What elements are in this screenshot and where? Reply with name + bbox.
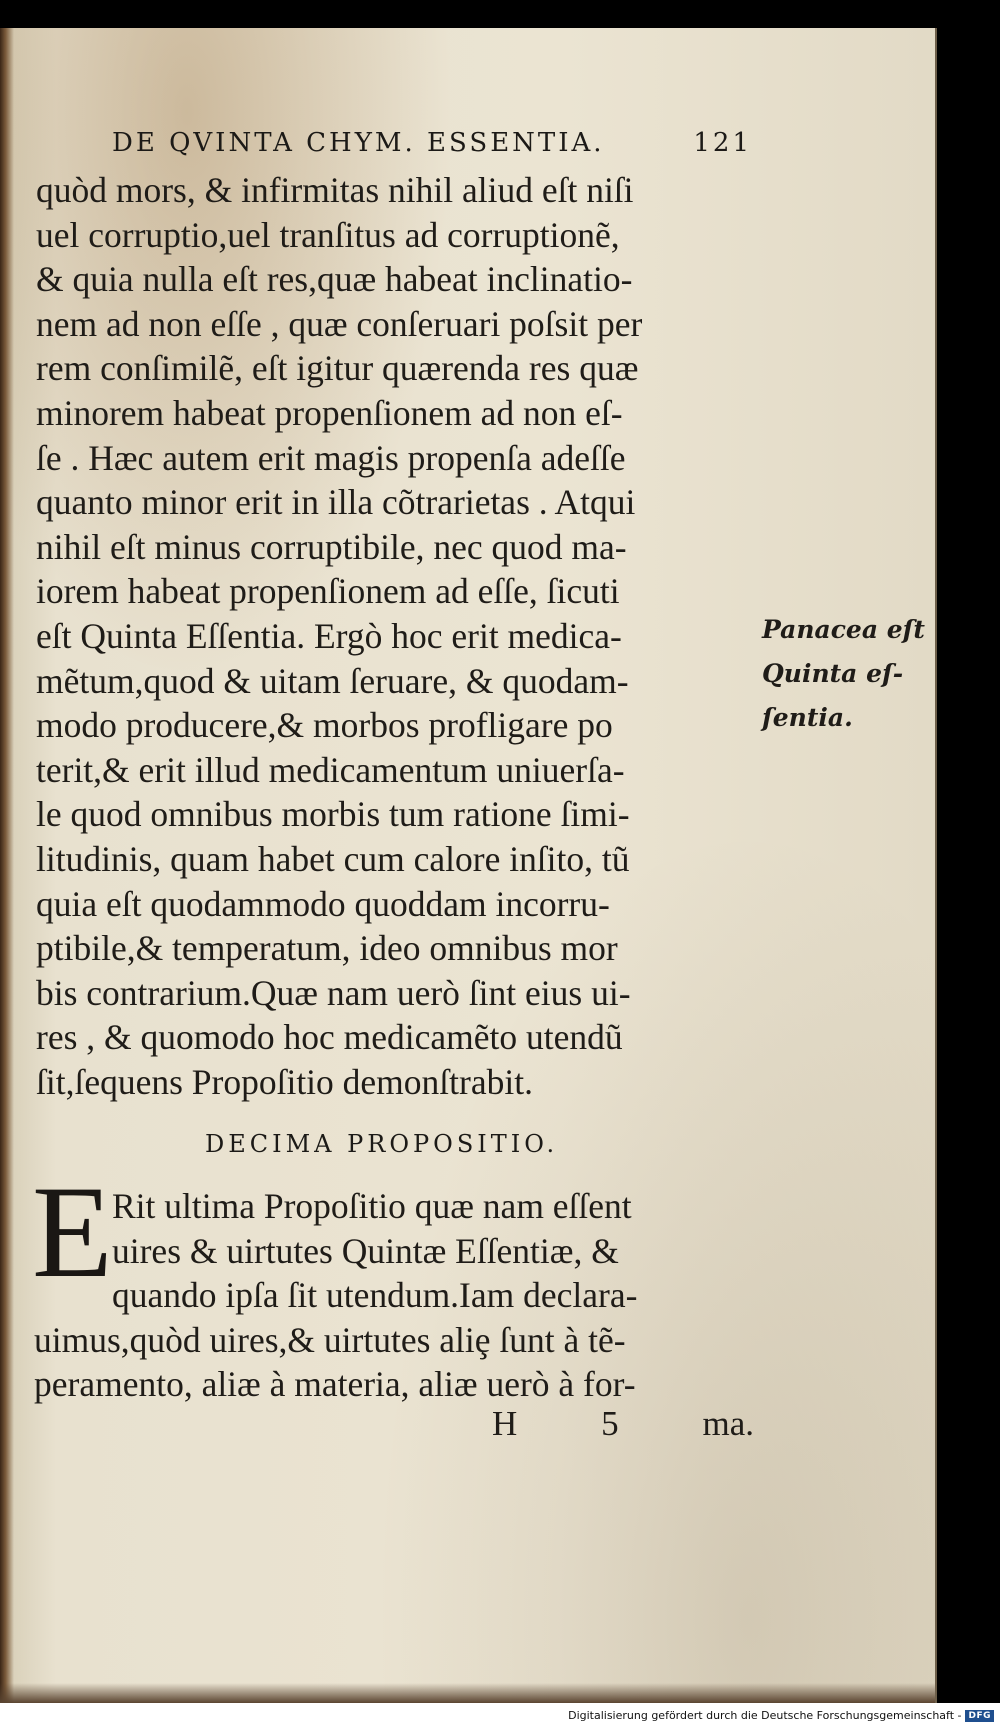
text-line: Rit ultima Propoſitio quæ nam eſſent [112,1186,632,1226]
catchword: ma. [702,1404,754,1443]
marginal-note [762,608,932,740]
text-line: terit,& erit illud medicamentum uniuerſa- [36,749,625,790]
body-text [36,168,756,1104]
text-line: ſe . Hæc autem erit magis propenſa adeſſe [36,437,626,478]
text-line: & quia nulla eſt res,quæ habeat inclinatio- [36,259,633,300]
signature-number: 5 [601,1404,619,1443]
dfg-logo-icon: DFG [965,1710,994,1722]
text-line: bis contrarium.Quæ nam uerò ſint eius ui- [36,972,631,1013]
text-line: litudinis, quam habet cum calore inſito, tũ [36,838,630,879]
signature-mark: H [492,1404,518,1443]
marginal-line: Quinta eſ- [762,659,904,688]
text-line: uires & uirtutes Quintæ Eſſentiæ, & [112,1230,619,1271]
section-heading: DECIMA PROPOSITIO. [205,1130,559,1158]
page-binding-edge [0,28,14,1703]
text-line: peramento, aliæ à materia, aliæ uerò à for- [34,1364,636,1405]
proposition-text [32,1158,754,1407]
text-line: quia eſt quodammodo quoddam incorru- [36,883,610,924]
text-line: quòd mors, & infirmitas nihil aliud eſt niſi [36,170,634,210]
text-line: quando ipſa ſit utendum.Iam declara- [112,1275,638,1316]
text-line: nihil eſt minus corruptibile, nec quod ma- [36,526,627,567]
page-bottom-edge [0,1683,935,1703]
page-number: 121 [693,128,752,158]
text-line: ſit,ſequens Propoſitio demonſtrabit. [36,1061,533,1102]
signature-line [492,1404,754,1444]
text-line: uimus,quòd uires,& uirtutes aliȩ ſunt à tẽ- [34,1319,626,1360]
text-line: nem ad non eſſe , quæ conſeruari poſsit per [36,303,643,344]
text-line: rem conſimilẽ, eſt igitur quærenda res quæ [36,348,639,389]
text-line: eſt Quinta Eſſentia. Ergò hoc erit medica- [36,615,622,656]
text-line: modo producere,& morbos profligare po [36,705,613,746]
marginal-line: Panacea eſt [762,615,925,644]
text-line: iorem habeat propenſionem ad eſſe, ſicuti [36,571,620,612]
running-head [112,128,752,158]
text-line: quanto minor erit in illa cõtrarietas . Atqui [36,482,636,523]
text-line: res , & quomodo hoc medicamẽto utendũ [36,1017,623,1058]
text-line: uel corruptio,uel tranſitus ad corruptionẽ, [36,214,620,255]
running-title: DE QVINTA CHYM. ESSENTIA. [112,128,605,158]
funding-credit: Digitalisierung gefördert durch die Deutsche Forschungsgemeinschaft - [568,1709,962,1722]
text-line: mẽtum,quod & uitam ſeruare, & quodam- [36,660,629,701]
text-line: minorem habeat propenſionem ad non eſ- [36,392,623,433]
text-line: le quod omnibus morbis tum ratione ſimi- [36,794,630,835]
footer-credit [568,1709,994,1722]
drop-cap: E [32,1158,113,1305]
text-line: ptibile,& temperatum, ideo omnibus mor [36,928,618,969]
marginal-line: ſentia. [762,703,853,732]
